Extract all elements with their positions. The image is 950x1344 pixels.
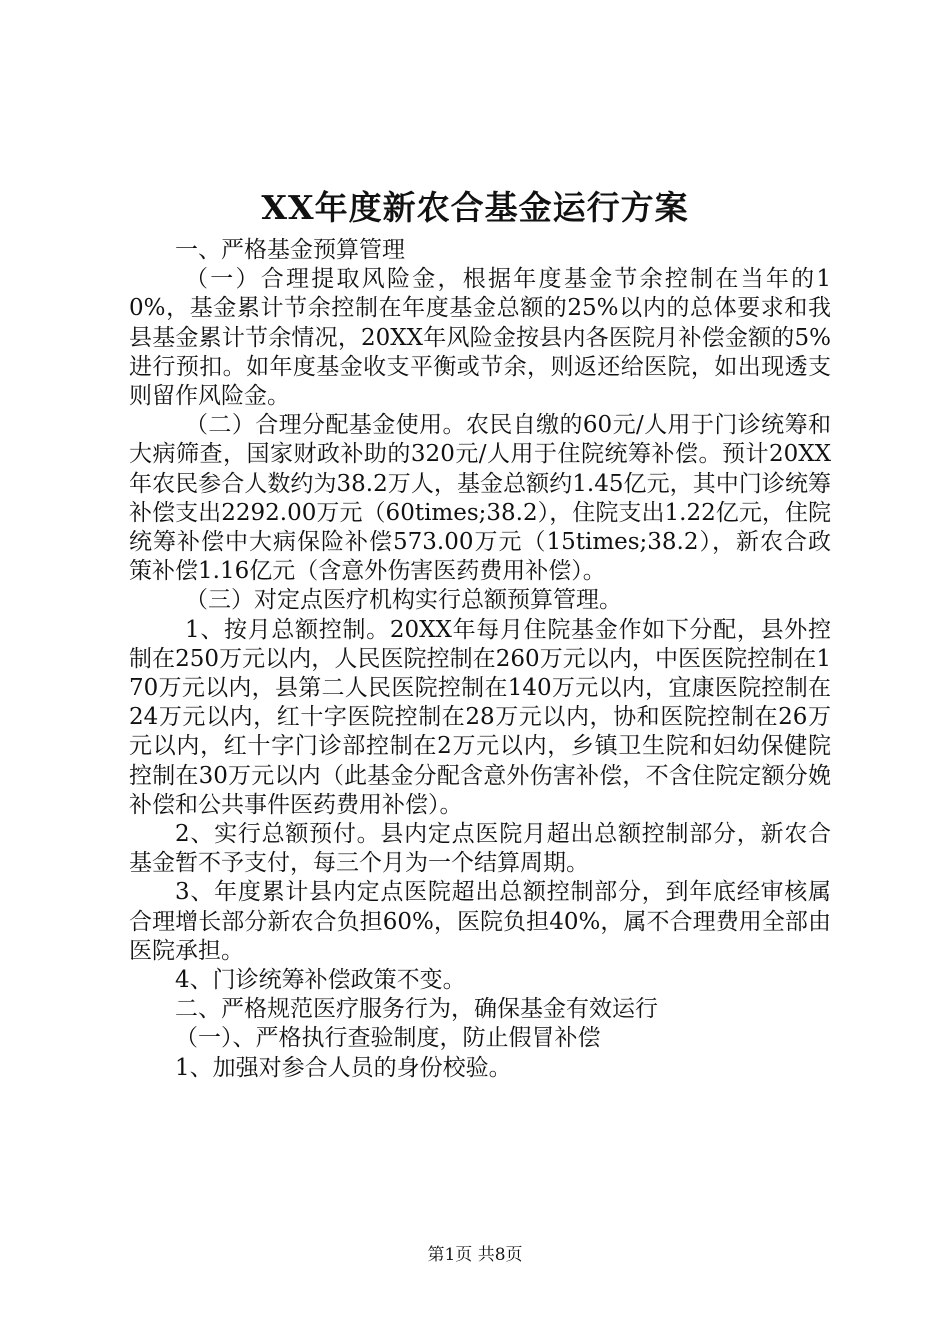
paragraph: 3、年度累计县内定点医院超出总额控制部分，到年底经审核属合理增长部分新农合负担60%，医院负担40%，属不合理费用全部由医院承担。: [129, 879, 831, 964]
paragraph: （二）合理分配基金使用。农民自缴的60元/人用于门诊统筹和大病筛查，国家财政补助的320元/人用于住院统筹补偿。预计20XX年农民参合人数约为38.2万人，基金总额约1.45亿元，其中门诊统筹补偿支出2292.00万元（60times;38.2），住院支出1.22亿元，住院统筹补偿中大病保险补偿573.00万元（15times;38.2），新农合政策补偿1.16亿元（含意外伤害医药费用补偿）。: [129, 412, 831, 585]
paragraph: 1、按月总额控制。20XX年每月住院基金作如下分配，县外控制在250万元以内，人民医院控制在260万元以内，中医医院控制在170万元以内，县第二人民医院控制在140万元以内，宜康医院控制在24万元以内，红十字医院控制在28万元以内，协和医院控制在26万元以内，红十字门诊部控制在2万元以内，乡镇卫生院和妇幼保健院控制在30万元以内（此基金分配含意外伤害补偿，不含住院定额分娩补偿和公共事件医药费用补偿）。: [129, 616, 831, 818]
subsection-heading: （一）、严格执行查验制度，防止假冒补偿: [175, 1025, 601, 1052]
page-footer: 第1页 共8页: [427, 1245, 523, 1265]
section-heading: 二、严格规范医疗服务行为，确保基金有效运行: [175, 996, 658, 1023]
paragraph: （三）对定点医疗机构实行总额预算管理。: [185, 587, 622, 614]
document-title: XX年度新农合基金运行方案: [261, 188, 689, 227]
paragraph: 4、门诊统筹补偿政策不变。: [175, 967, 466, 994]
paragraph: 2、实行总额预付。县内定点医院月超出总额控制部分，新农合基金暂不予支付，每三个月为一个结算周期。: [129, 821, 831, 877]
paragraph: （一）合理提取风险金，根据年度基金节余控制在当年的10%，基金累计节余控制在年度基金总额的25%以内的总体要求和我县基金累计节余情况，20XX年风险金按县内各医院月补偿金额的5%进行预扣。如年度基金收支平衡或节余，则返还给医院，如出现透支则留作风险金。: [129, 266, 831, 410]
paragraph: 1、加强对参合人员的身份校验。: [175, 1054, 512, 1081]
section-heading: 一、严格基金预算管理: [175, 237, 405, 263]
document-body: [129, 236, 831, 1083]
